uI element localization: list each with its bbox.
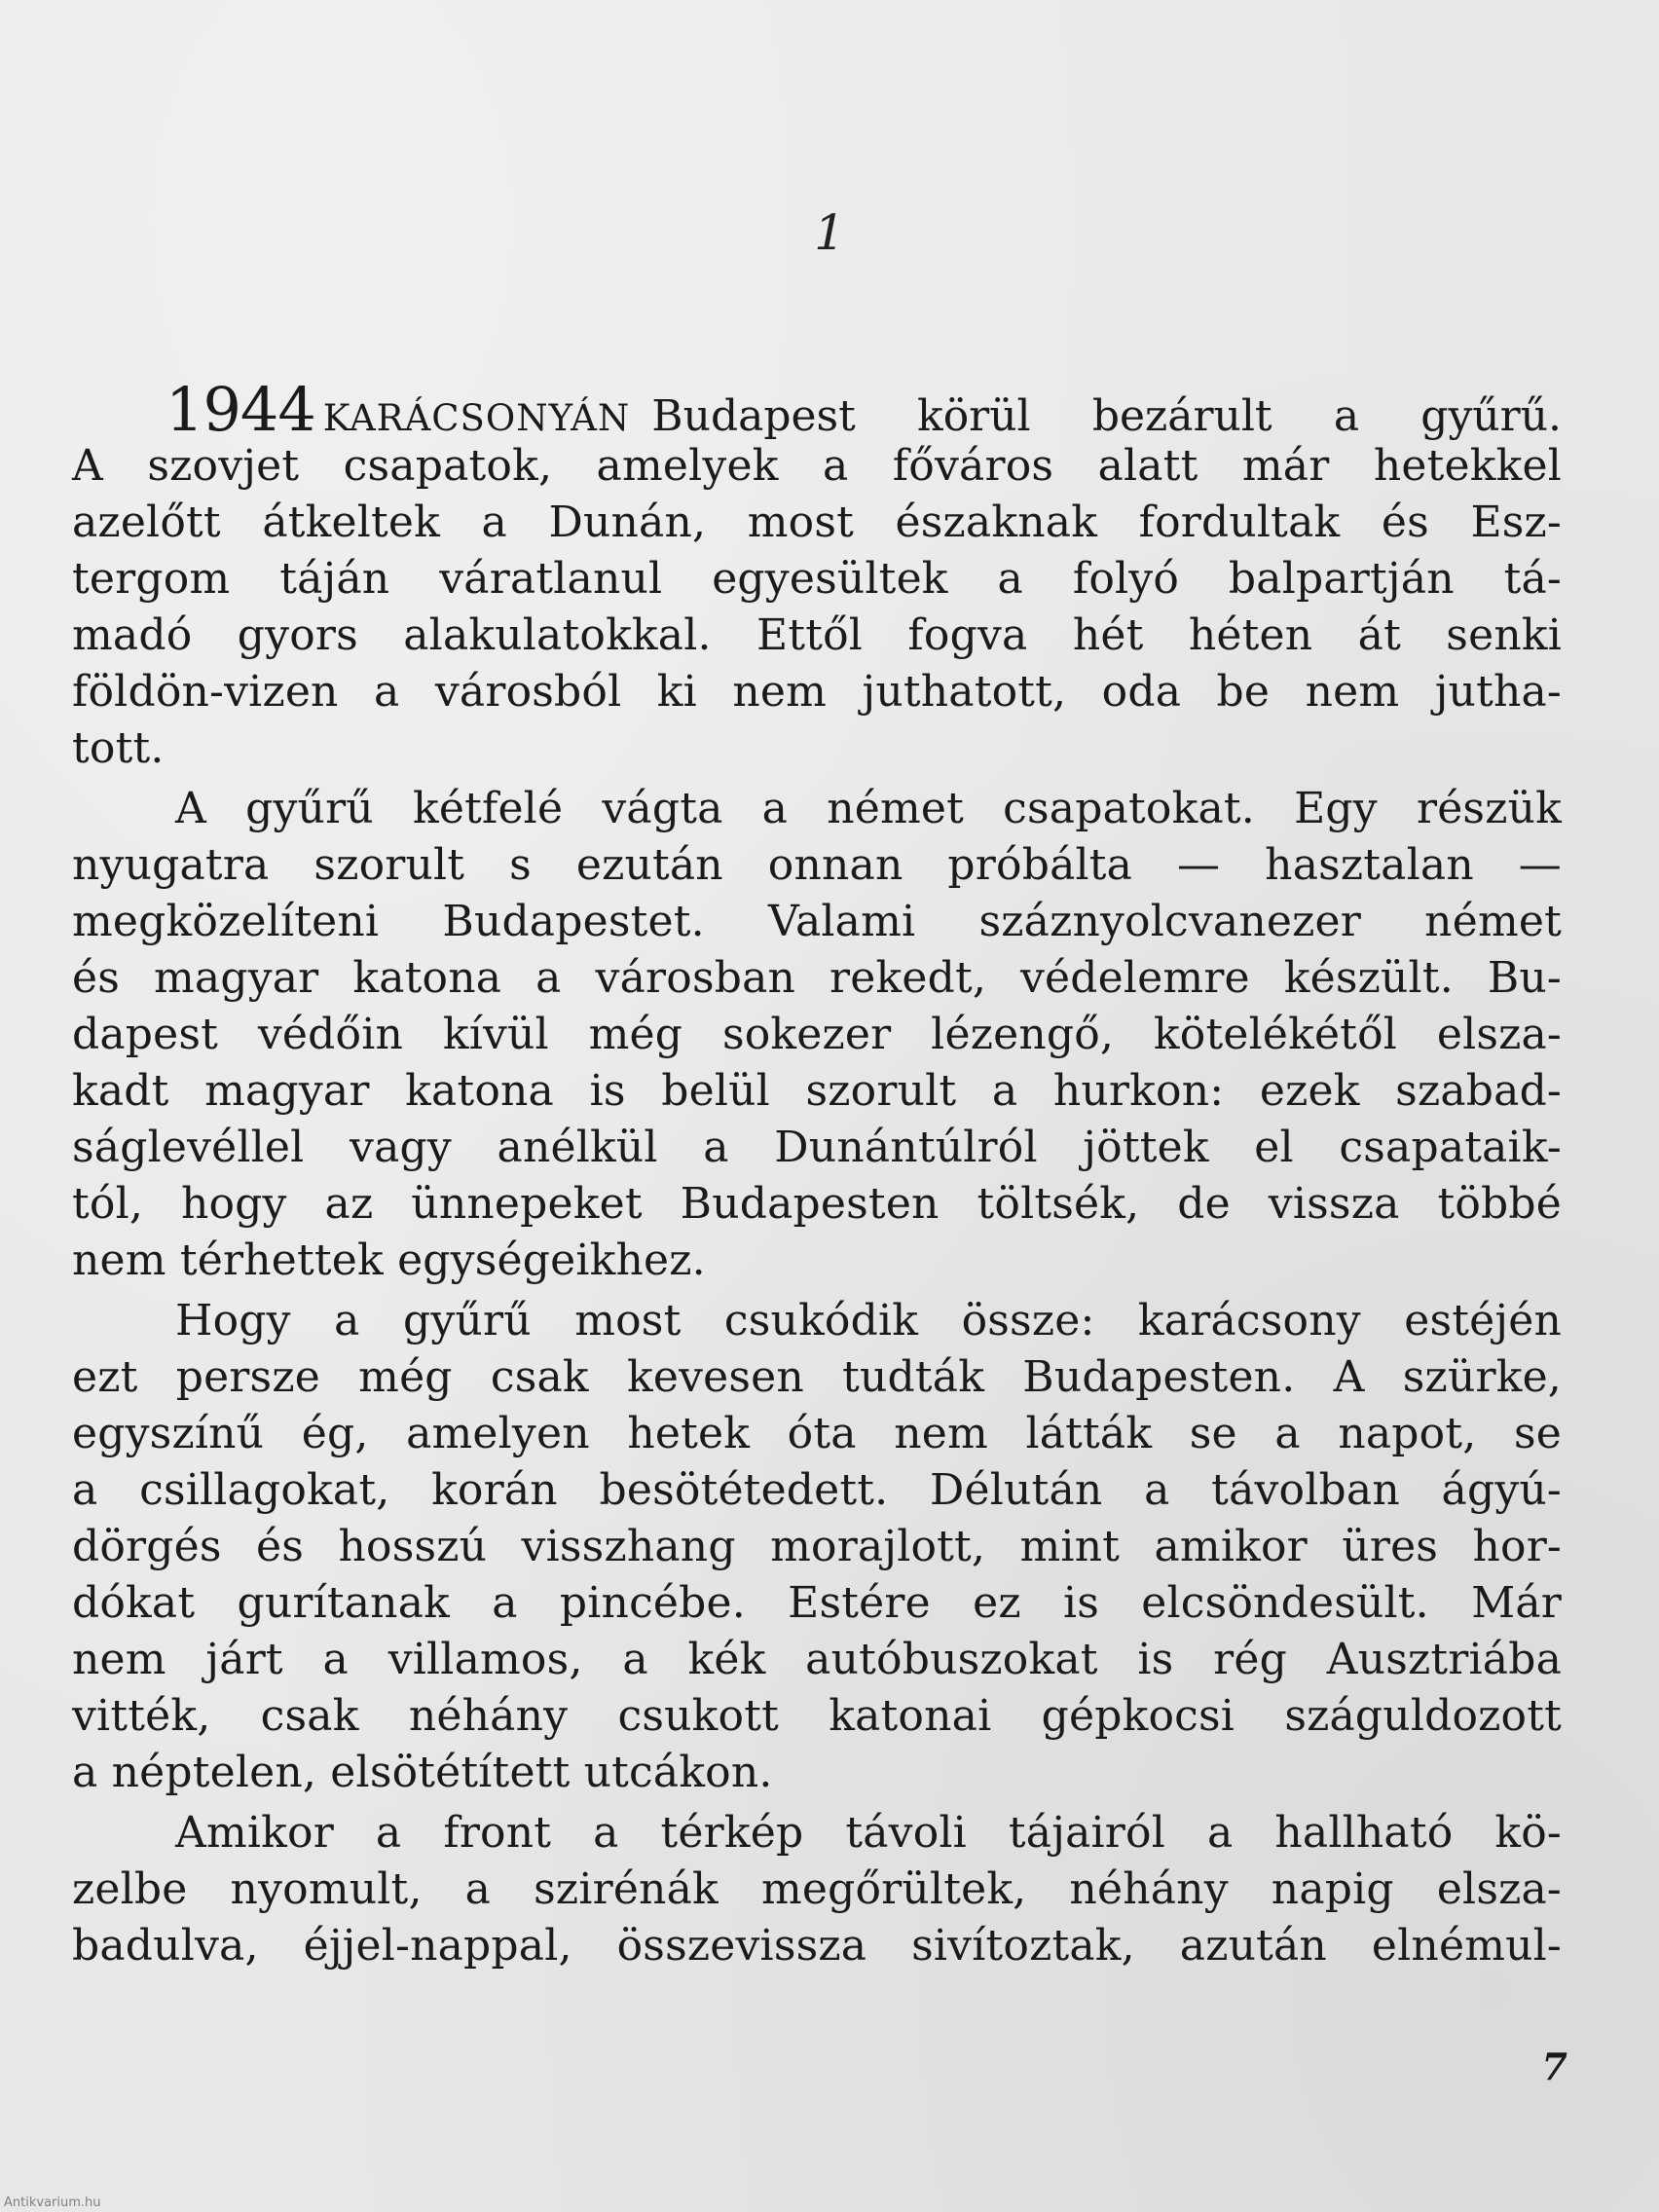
text-line: nem járt a villamos, a kék autóbuszokat is rég Ausztriába (72, 1635, 1562, 1684)
opening-year: 1944 (166, 374, 315, 445)
text-line: madó gyors alakulatokkal. Ettől fogva hét héten át senki (72, 610, 1562, 660)
text-line: azelőtt átkeltek a Dunán, most északnak fordultak és Esz- (72, 498, 1562, 547)
opening-line (72, 374, 1562, 445)
text-line: zelbe nyomult, a szirénák megőrültek, néhány napig elsza- (72, 1864, 1562, 1914)
text-line: nem térhettek egységeikhez. (72, 1235, 706, 1285)
text-line: egyszínű ég, amelyen hetek óta nem látták se a napot, se (72, 1409, 1562, 1458)
text-line: ezt persze még csak kevesen tudták Budapesten. A szürke, (72, 1352, 1562, 1402)
watermark: Antikvarium.hu (4, 2195, 101, 2210)
text-line: földön-vizen a városból ki nem juthatott, oda be nem jutha- (72, 667, 1562, 717)
text-line: nyugatra szorult s ezután onnan próbálta — hasztalan — (72, 840, 1562, 890)
chapter-number: 1 (814, 204, 845, 261)
text-line: tergom táján váratlanul egyesültek a folyó balpartján tá- (72, 554, 1562, 604)
paragraph-2 (72, 781, 1562, 1289)
opening-rest: Budapest körül bezárult a gyűrű. (651, 391, 1562, 441)
text-line: kadt magyar katona is belül szorult a hurkon: ezek szabad- (72, 1066, 1562, 1116)
body-text (72, 374, 1562, 1974)
text-line: A szovjet csapatok, amelyek a főváros alatt már hetekkel (72, 441, 1562, 491)
text-line: a csillagokat, korán besötétedett. Délután a távolban ágyú- (72, 1465, 1562, 1515)
text-line: megközelíteni Budapestet. Valami száznyolcvanezer német (72, 897, 1562, 946)
text-line: a néptelen, elsötétített utcákon. (72, 1748, 773, 1797)
text-line: ságlevéllel vagy anélkül a Dunántúlról jöttek el csapataik- (72, 1123, 1562, 1172)
text-line: badulva, éjjel-nappal, összevissza sivítoztak, azután elnémul- (72, 1921, 1562, 1971)
page-number: 7 (1541, 2045, 1567, 2088)
text-line: Amikor a front a térkép távoli tájairól a hallható kö- (175, 1808, 1562, 1858)
text-line: vitték, csak néhány csukott katonai gépkocsi száguldozott (72, 1691, 1562, 1741)
text-line: tott. (72, 723, 165, 773)
text-line: dörgés és hosszú visszhang morajlott, mint amikor üres hor- (72, 1522, 1562, 1571)
paragraph-1 (72, 438, 1562, 777)
paragraph-4 (72, 1805, 1562, 1974)
paragraph-3 (72, 1293, 1562, 1801)
opening-smallcaps: KARÁCSONYÁN (322, 397, 631, 439)
text-line: A gyűrű kétfelé vágta a német csapatokat. Egy részük (175, 784, 1562, 833)
text-line: Hogy a gyűrű most csukódik össze: karácsony estéjén (175, 1296, 1562, 1346)
text-line: dapest védőin kívül még sokezer lézengő, kötelékétől elsza- (72, 1010, 1562, 1059)
text-line: és magyar katona a városban rekedt, védelemre készült. Bu- (72, 953, 1562, 1003)
text-line: dókat gurítanak a pincébe. Estére ez is elcsöndesült. Már (72, 1578, 1562, 1628)
text-line: tól, hogy az ünnepeket Budapesten töltsék, de vissza többé (72, 1179, 1562, 1229)
